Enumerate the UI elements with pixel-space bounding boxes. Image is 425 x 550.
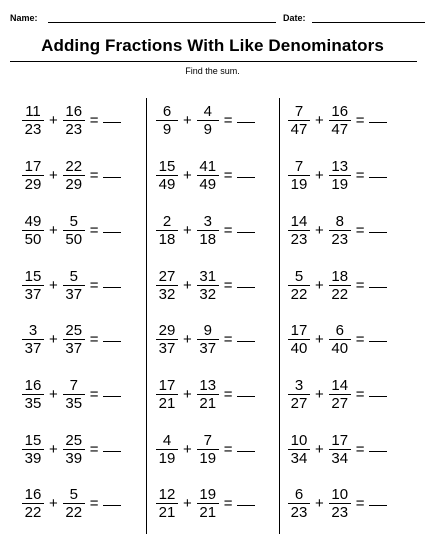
numerator: 27 [156, 269, 178, 286]
numerator: 19 [197, 487, 219, 504]
numerator: 15 [22, 433, 44, 450]
problem-item [288, 265, 387, 305]
answer-blank[interactable] [237, 121, 255, 123]
numerator: 29 [156, 323, 178, 340]
denominator: 19 [290, 175, 308, 193]
problem-item [22, 210, 121, 250]
fraction-addend-2 [197, 433, 219, 466]
answer-blank[interactable] [369, 176, 387, 178]
fraction-addend-1 [156, 378, 178, 411]
problem-item [156, 100, 255, 140]
denominator: 40 [290, 339, 308, 357]
equals-sign: = [89, 166, 99, 184]
answer-blank[interactable] [237, 504, 255, 506]
denominator: 23 [290, 503, 308, 521]
denominator: 23 [331, 503, 349, 521]
denominator: 39 [65, 449, 83, 467]
fraction-addend-1 [22, 378, 44, 411]
denominator: 50 [65, 230, 83, 248]
fraction-addend-1 [22, 104, 44, 137]
column-divider-1 [146, 98, 147, 534]
fraction-addend-2 [63, 159, 85, 192]
numerator: 49 [22, 214, 44, 231]
equals-sign: = [355, 330, 365, 348]
plus-sign: + [315, 221, 324, 239]
denominator: 21 [199, 503, 217, 521]
numerator: 17 [156, 378, 178, 395]
plus-sign: + [49, 494, 58, 512]
numerator: 41 [197, 159, 219, 176]
equals-sign: = [355, 276, 365, 294]
problem-item [288, 100, 387, 140]
denominator: 9 [203, 120, 212, 138]
denominator: 21 [158, 394, 176, 412]
numerator: 5 [63, 487, 85, 504]
fraction-addend-2 [329, 487, 351, 520]
denominator: 37 [65, 339, 83, 357]
numerator: 2 [156, 214, 178, 231]
plus-sign: + [49, 221, 58, 239]
answer-blank[interactable] [237, 395, 255, 397]
fraction-addend-1 [22, 487, 44, 520]
problem-item [156, 210, 255, 250]
answer-blank[interactable] [103, 286, 121, 288]
numerator: 8 [329, 214, 351, 231]
numerator: 16 [329, 104, 351, 121]
plus-sign: + [315, 385, 324, 403]
denominator: 9 [162, 120, 172, 138]
denominator: 19 [158, 449, 176, 467]
denominator: 23 [331, 230, 349, 248]
equals-sign: = [223, 166, 233, 184]
plus-sign: + [183, 330, 192, 348]
fraction-addend-2 [63, 269, 85, 302]
problem-item [22, 100, 121, 140]
problem-item [22, 155, 121, 195]
numerator: 18 [329, 269, 351, 286]
equals-sign: = [223, 221, 233, 239]
answer-blank[interactable] [369, 231, 387, 233]
name-label: Name: [10, 13, 38, 23]
numerator: 16 [63, 104, 85, 121]
equals-sign: = [223, 111, 233, 129]
denominator: 23 [290, 230, 308, 248]
problem-item [288, 483, 387, 523]
numerator: 5 [288, 269, 310, 286]
numerator: 22 [63, 159, 85, 176]
denominator: 37 [199, 339, 217, 357]
numerator: 15 [22, 269, 44, 286]
numerator: 13 [329, 159, 351, 176]
numerator: 5 [63, 269, 85, 286]
numerator: 7 [197, 433, 219, 450]
equals-sign: = [355, 494, 365, 512]
denominator: 18 [199, 230, 217, 248]
numerator: 31 [197, 269, 219, 286]
fraction-addend-2 [329, 104, 351, 137]
problem-item [156, 265, 255, 305]
denominator: 29 [65, 175, 83, 193]
numerator: 3 [22, 323, 44, 340]
answer-blank[interactable] [237, 340, 255, 342]
answer-blank[interactable] [237, 176, 255, 178]
problem-item [156, 429, 255, 469]
instructions: Find the sum. [185, 66, 240, 76]
denominator: 40 [331, 339, 349, 357]
fraction-addend-1 [156, 214, 178, 247]
denominator: 49 [199, 175, 217, 193]
plus-sign: + [183, 221, 192, 239]
numerator: 15 [156, 159, 178, 176]
equals-sign: = [89, 494, 99, 512]
problem-item [22, 483, 121, 523]
plus-sign: + [183, 494, 192, 512]
numerator: 7 [63, 378, 85, 395]
answer-blank[interactable] [369, 121, 387, 123]
problem-item [156, 155, 255, 195]
denominator: 37 [24, 339, 42, 357]
problem-item [22, 265, 121, 305]
denominator: 37 [65, 285, 83, 303]
fraction-addend-1 [156, 323, 178, 356]
denominator: 22 [290, 285, 308, 303]
answer-blank[interactable] [103, 450, 121, 452]
denominator: 27 [290, 394, 308, 412]
fraction-addend-2 [197, 487, 219, 520]
fraction-addend-2 [197, 214, 219, 247]
fraction-addend-1 [22, 159, 44, 192]
title-divider [10, 61, 417, 62]
denominator: 23 [65, 120, 83, 138]
fraction-addend-1 [288, 323, 310, 356]
fraction-addend-2 [197, 159, 219, 192]
denominator: 35 [65, 394, 83, 412]
numerator: 25 [63, 433, 85, 450]
equals-sign: = [223, 440, 233, 458]
fraction-addend-1 [156, 433, 178, 466]
numerator: 25 [63, 323, 85, 340]
plus-sign: + [183, 385, 192, 403]
denominator: 32 [199, 285, 217, 303]
numerator: 17 [22, 159, 44, 176]
numerator: 14 [329, 378, 351, 395]
numerator: 4 [156, 433, 178, 450]
plus-sign: + [315, 111, 324, 129]
name-field-line [48, 22, 276, 23]
equals-sign: = [355, 221, 365, 239]
equals-sign: = [355, 111, 365, 129]
denominator: 22 [24, 503, 42, 521]
equals-sign: = [89, 440, 99, 458]
numerator: 6 [156, 104, 178, 121]
fraction-addend-1 [288, 269, 310, 302]
answer-blank[interactable] [103, 340, 121, 342]
problem-item [288, 429, 387, 469]
plus-sign: + [315, 494, 324, 512]
denominator: 22 [331, 285, 349, 303]
answer-blank[interactable] [369, 395, 387, 397]
fraction-addend-1 [22, 433, 44, 466]
equals-sign: = [223, 276, 233, 294]
answer-blank[interactable] [369, 286, 387, 288]
plus-sign: + [315, 330, 324, 348]
numerator: 16 [22, 487, 44, 504]
answer-blank[interactable] [237, 231, 255, 233]
problem-item [288, 319, 387, 359]
numerator: 17 [329, 433, 351, 450]
problem-item [156, 319, 255, 359]
denominator: 47 [331, 120, 349, 138]
answer-blank[interactable] [103, 121, 121, 123]
fraction-addend-1 [288, 214, 310, 247]
denominator: 37 [24, 285, 42, 303]
equals-sign: = [355, 385, 365, 403]
problem-item [156, 483, 255, 523]
fraction-addend-1 [22, 323, 44, 356]
denominator: 37 [158, 339, 176, 357]
fraction-addend-1 [22, 269, 44, 302]
denominator: 32 [158, 285, 176, 303]
numerator: 4 [197, 104, 219, 121]
fraction-addend-1 [288, 433, 310, 466]
problem-item [288, 210, 387, 250]
denominator: 18 [158, 230, 176, 248]
fraction-addend-2 [197, 378, 219, 411]
fraction-addend-2 [329, 159, 351, 192]
plus-sign: + [183, 440, 192, 458]
plus-sign: + [315, 276, 324, 294]
equals-sign: = [223, 330, 233, 348]
numerator: 11 [22, 104, 44, 121]
denominator: 23 [24, 120, 42, 138]
fraction-addend-1 [288, 104, 310, 137]
problem-item [22, 374, 121, 414]
equals-sign: = [223, 494, 233, 512]
denominator: 19 [331, 175, 349, 193]
date-label: Date: [283, 13, 306, 23]
plus-sign: + [49, 385, 58, 403]
denominator: 21 [158, 503, 176, 521]
answer-blank[interactable] [237, 286, 255, 288]
plus-sign: + [49, 166, 58, 184]
fraction-addend-2 [63, 323, 85, 356]
numerator: 3 [197, 214, 219, 231]
fraction-addend-2 [197, 323, 219, 356]
answer-blank[interactable] [103, 504, 121, 506]
denominator: 29 [24, 175, 42, 193]
denominator: 34 [290, 449, 308, 467]
fraction-addend-2 [63, 378, 85, 411]
problem-item [22, 429, 121, 469]
numerator: 17 [288, 323, 310, 340]
denominator: 34 [331, 449, 349, 467]
plus-sign: + [315, 440, 324, 458]
numerator: 14 [288, 214, 310, 231]
plus-sign: + [183, 166, 192, 184]
worksheet-title: Adding Fractions With Like Denominators [41, 36, 384, 55]
answer-blank[interactable] [369, 504, 387, 506]
answer-blank[interactable] [369, 450, 387, 452]
fraction-addend-1 [288, 487, 310, 520]
equals-sign: = [89, 221, 99, 239]
fraction-addend-1 [156, 269, 178, 302]
answer-blank[interactable] [103, 231, 121, 233]
date-field-line [312, 22, 425, 23]
problem-item [288, 374, 387, 414]
plus-sign: + [49, 440, 58, 458]
numerator: 6 [329, 323, 351, 340]
fraction-addend-1 [156, 487, 178, 520]
fraction-addend-1 [156, 104, 178, 137]
numerator: 12 [156, 487, 178, 504]
equals-sign: = [89, 276, 99, 294]
plus-sign: + [49, 276, 58, 294]
problem-item [22, 319, 121, 359]
problem-item [288, 155, 387, 195]
plus-sign: + [49, 111, 58, 129]
fraction-addend-1 [156, 159, 178, 192]
numerator: 5 [63, 214, 85, 231]
fraction-addend-1 [288, 159, 310, 192]
numerator: 13 [197, 378, 219, 395]
numerator: 6 [288, 487, 310, 504]
fraction-addend-2 [329, 378, 351, 411]
equals-sign: = [89, 330, 99, 348]
fraction-addend-2 [63, 487, 85, 520]
plus-sign: + [315, 166, 324, 184]
numerator: 3 [288, 378, 310, 395]
fraction-addend-2 [197, 269, 219, 302]
problem-item [156, 374, 255, 414]
denominator: 49 [158, 175, 176, 193]
fraction-addend-2 [197, 104, 219, 137]
numerator: 7 [288, 159, 310, 176]
fraction-addend-1 [22, 214, 44, 247]
equals-sign: = [89, 385, 99, 403]
plus-sign: + [183, 276, 192, 294]
denominator: 22 [65, 503, 83, 521]
fraction-addend-2 [329, 323, 351, 356]
denominator: 21 [199, 394, 217, 412]
fraction-addend-2 [63, 433, 85, 466]
fraction-addend-2 [329, 214, 351, 247]
plus-sign: + [49, 330, 58, 348]
plus-sign: + [183, 111, 192, 129]
numerator: 10 [288, 433, 310, 450]
answer-blank[interactable] [103, 395, 121, 397]
fraction-addend-2 [329, 269, 351, 302]
column-divider-2 [279, 98, 280, 534]
answer-blank[interactable] [103, 176, 121, 178]
denominator: 39 [24, 449, 42, 467]
numerator: 7 [288, 104, 310, 121]
denominator: 50 [24, 230, 42, 248]
fraction-addend-2 [63, 104, 85, 137]
equals-sign: = [89, 111, 99, 129]
equals-sign: = [355, 440, 365, 458]
denominator: 35 [24, 394, 42, 412]
denominator: 27 [331, 394, 349, 412]
equals-sign: = [355, 166, 365, 184]
fraction-addend-2 [329, 433, 351, 466]
fraction-addend-1 [288, 378, 310, 411]
denominator: 19 [199, 449, 217, 467]
equals-sign: = [223, 385, 233, 403]
worksheet-header [10, 10, 417, 26]
numerator: 16 [22, 378, 44, 395]
answer-blank[interactable] [369, 340, 387, 342]
answer-blank[interactable] [237, 450, 255, 452]
fraction-addend-2 [63, 214, 85, 247]
denominator: 47 [290, 120, 308, 138]
numerator: 10 [329, 487, 351, 504]
numerator: 9 [197, 323, 219, 340]
